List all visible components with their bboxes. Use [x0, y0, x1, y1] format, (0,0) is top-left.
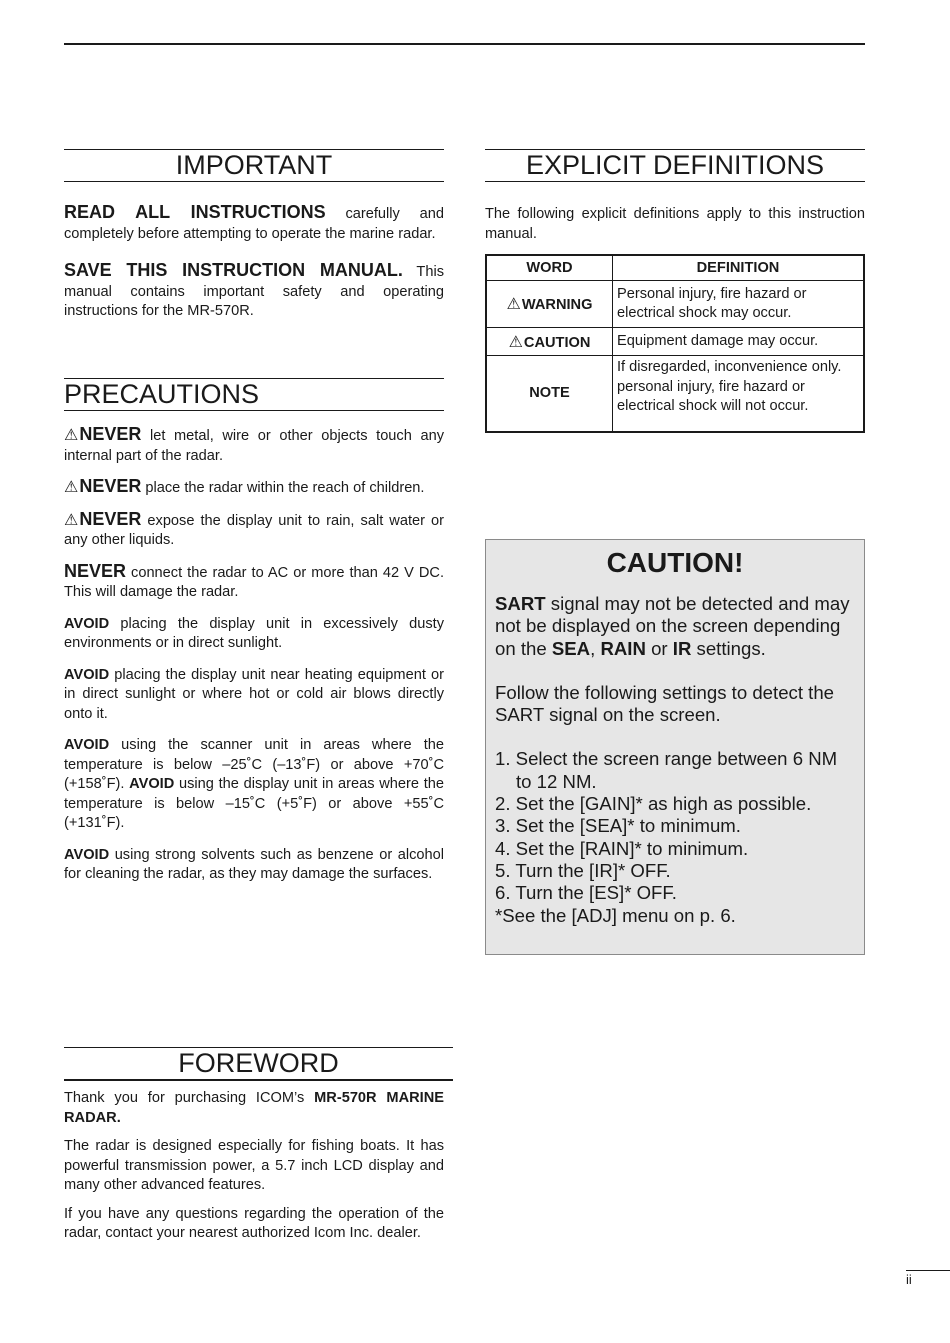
- precaution-item: AVOID using the scanner unit in areas where the temperature is below –25˚C (–13˚F) or above +70˚C (+158˚F). AVOID using the display unit in areas where the temperature is below –15˚C (+5˚F) or above +55˚C (+131˚F).: [64, 737, 444, 831]
- warning-triangle-icon: ⚠: [508, 333, 523, 351]
- precautions-section: [64, 378, 444, 885]
- warning-triangle-icon: ⚠: [506, 296, 521, 313]
- list-item: 4. Set the [RAIN]* to minimum.: [495, 837, 749, 859]
- caution-steps-list: [495, 748, 855, 904]
- warning-triangle-icon: ⚠: [64, 479, 79, 496]
- important-paragraph-2: SAVE THIS INSTRUCTION MANUAL. This manual contains important safety and operating instructions for the MR-570R.: [64, 260, 444, 319]
- definition-cell: Personal injury, fire hazard or electrical shock may occur.: [613, 281, 865, 328]
- definition-column-header: DEFINITION: [613, 255, 865, 281]
- word-cell: NOTE: [486, 356, 613, 432]
- important-heading: IMPORTANT: [64, 149, 444, 182]
- warning-triangle-icon: ⚠: [64, 427, 79, 444]
- caution-paragraph-2: Follow the following settings to detect the SART signal on the screen.: [495, 681, 835, 726]
- word-column-header: WORD: [486, 255, 613, 281]
- definitions-section: [485, 149, 865, 433]
- caution-title: CAUTION!: [606, 547, 744, 578]
- foreword-section: [64, 1047, 453, 1244]
- precaution-item: ⚠NEVER place the radar within the reach of children.: [64, 476, 425, 496]
- precaution-item: ⚠NEVER let metal, wire or other objects touch any internal part of the radar.: [64, 424, 444, 464]
- table-row: [486, 356, 864, 432]
- foreword-paragraph-2: The radar is designed especially for fishing boats. It has powerful transmission power, a 5.7 inch LCD display and many other advanced features.: [64, 1138, 444, 1193]
- precaution-item: AVOID using strong solvents such as benzene or alcohol for cleaning the radar, as they may damage the surfaces.: [64, 846, 444, 882]
- list-item: 5. Turn the [IR]* OFF.: [495, 859, 671, 881]
- list-item: 3. Set the [SEA]* to minimum.: [495, 815, 741, 837]
- definitions-intro: The following explicit definitions apply to this instruction manual.: [485, 206, 865, 242]
- precaution-item: AVOID placing the display unit near heating equipment or in direct sunlight or where hot or cold air blows directly onto it.: [64, 666, 444, 722]
- list-item: 1. Select the screen range between 6 NM to 12 NM.: [495, 748, 838, 792]
- table-header-row: [486, 255, 864, 281]
- caution-footnote: *See the [ADJ] menu on p. 6.: [495, 904, 736, 926]
- page-number: ii: [906, 1272, 912, 1287]
- warning-triangle-icon: ⚠: [64, 511, 79, 529]
- foreword-paragraph-3: If you have any questions regarding the operation of the radar, contact your nearest authorized Icom Inc. dealer.: [64, 1205, 444, 1241]
- save-manual-lead: SAVE THIS INSTRUCTION MANUAL.: [64, 260, 403, 280]
- foreword-heading: FOREWORD: [64, 1047, 453, 1081]
- definition-cell: Equipment damage may occur.: [613, 328, 865, 356]
- definitions-heading: EXPLICIT DEFINITIONS: [485, 149, 865, 182]
- list-item: 6. Turn the [ES]* OFF.: [495, 882, 677, 904]
- caution-paragraph-1: SART signal may not be detected and may not be displayed on the screen depending on the SEA, RAIN or IR settings.: [495, 593, 850, 659]
- important-paragraph-1: READ ALL INSTRUCTIONS carefully and completely before attempting to operate the marine radar.: [64, 202, 444, 242]
- table-row: [486, 328, 864, 356]
- caution-body: [486, 593, 864, 927]
- list-item: 2. Set the [GAIN]* as high as possible.: [495, 793, 812, 815]
- precautions-heading: PRECAUTIONS: [64, 378, 444, 411]
- definitions-table: [485, 254, 865, 433]
- precaution-item: ⚠NEVER expose the display unit to rain, salt water or any other liquids.: [64, 508, 444, 548]
- caution-box: [485, 539, 865, 955]
- top-rule: [64, 43, 865, 45]
- word-cell: ⚠WARNING: [486, 281, 613, 328]
- read-instructions-lead: READ ALL INSTRUCTIONS: [64, 202, 326, 222]
- precaution-item: NEVER connect the radar to AC or more than 42 V DC. This will damage the radar.: [64, 560, 444, 600]
- page-number-rule: [906, 1270, 950, 1271]
- precaution-item: AVOID placing the display unit in excessively dusty environments or in direct sunlight.: [64, 615, 444, 651]
- foreword-paragraph-1: Thank you for purchasing ICOM’s MR-570R MARINE RADAR.: [64, 1090, 444, 1126]
- important-section: [64, 149, 444, 322]
- definition-cell: If disregarded, inconvenience only. personal injury, fire hazard or electrical shock will not occur.: [613, 356, 865, 432]
- word-cell: ⚠CAUTION: [486, 328, 613, 356]
- table-row: [486, 281, 864, 328]
